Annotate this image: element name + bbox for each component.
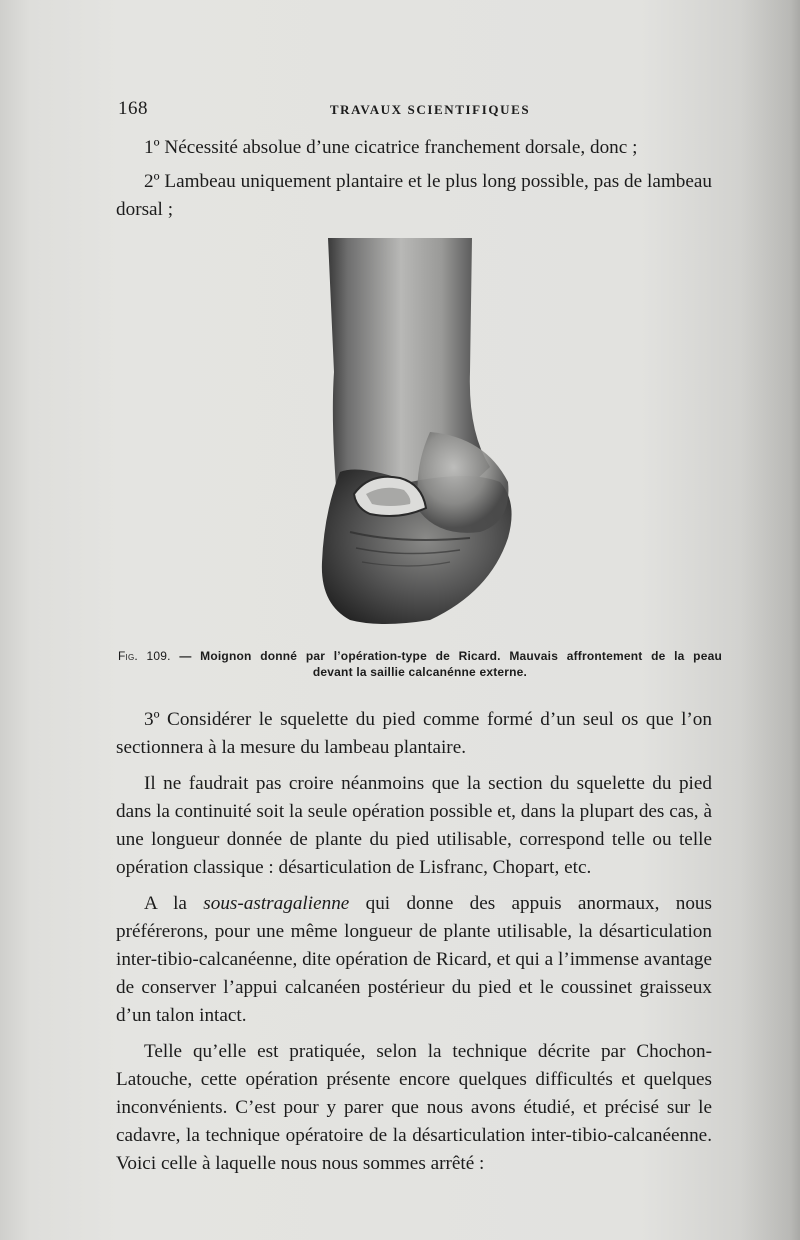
paragraph-2-start: A la xyxy=(144,893,204,914)
running-title: TRAVAUX SCIENTIFIQUES xyxy=(329,102,531,117)
page-header xyxy=(118,98,702,122)
paragraph-2-emphasis: sous-astragalienne xyxy=(203,893,350,914)
paragraph-2 xyxy=(116,890,712,1030)
paragraph-1: Il ne faudrait pas croire néanmoins que la section du squelette du pied dans la continuité soit la seule opération possible et, dans la plupart des cas, à une longueur donnée de plante du pied utilisable, correspond telle ou telle opération classique : désarticulation de Lisfranc, Chopart, etc. xyxy=(116,773,712,878)
paragraph-3: Telle qu’elle est pratiquée, selon la technique décrite par Chochon-Latouche, cette opération présente encore quelques difficultés et quelques inconvénients. C’est pour y parer que nous avons étudié, et précisé sur le cadavre, la technique opératoire de la désarticulation inter-tibio-calcanéenne. Voici celle à laquelle nous nous sommes arrêté : xyxy=(116,1041,712,1174)
paragraph-2-rest: qui donne des appuis anormaux, nous préférerons, pour une même longueur de plante utilisable, la désarticulation inter-tibio-calcanéenne, dite opération de Ricard, et qui a l’immense avantage de conserver l’appui calcanéen postérieur du pied et le coussinet graisseux d’un talon intact. xyxy=(116,893,712,1026)
caption-line-2: devant la saillie calcanénne externe. xyxy=(312,665,528,679)
figure-label: Fig. 109. xyxy=(118,649,171,663)
body-text xyxy=(116,706,712,1178)
stump-drawing xyxy=(300,232,540,630)
figure-stump-illustration xyxy=(300,232,540,630)
list-item-3: 3º Considérer le squelette du pied comme formé d’un seul os que l’on sectionnera à la mesure du lambeau plantaire. xyxy=(116,709,712,758)
page-number: 168 xyxy=(118,98,148,119)
heel-bulge xyxy=(418,432,509,533)
caption-line-1: — Moignon donné par l’opération-type de Ricard. Mauvais affrontement de la peau xyxy=(170,649,722,663)
list-item-1: 1º Nécessité absolue d’une cicatrice franchement dorsale, donc ; xyxy=(144,137,638,158)
intro-list xyxy=(116,134,712,224)
list-item-2: 2º Lambeau uniquement plantaire et le plus long possible, pas de lambeau dorsal ; xyxy=(116,171,712,220)
figure-caption xyxy=(118,648,722,680)
